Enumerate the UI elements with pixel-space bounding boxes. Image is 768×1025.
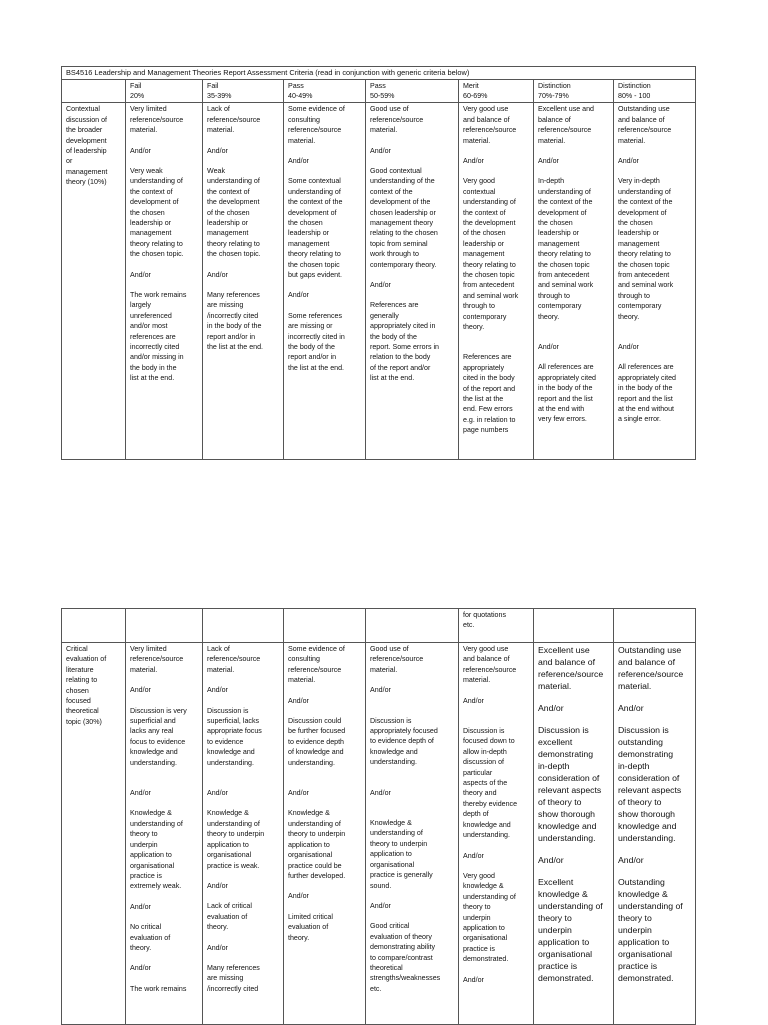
grade-header xyxy=(284,79,366,103)
criteria-text: References are appropriately cited in the body of the report and the list at the end. Few errors e.g. in relation to page numbers xyxy=(463,353,516,435)
criteria-text: Very weak understanding of the context of development of the chosen leadership or management theory relating to the chosen topic. xyxy=(130,166,184,259)
criteria-text: No critical evaluation of theory. xyxy=(130,923,171,952)
criteria-cell xyxy=(284,103,366,460)
criteria-text: Discussion is appropriately focused to evidence depth of knowledge and understanding. xyxy=(370,716,438,767)
criteria-text: And/or xyxy=(130,789,151,798)
grade-range: 50-59% xyxy=(370,91,395,100)
criteria-text: Many references are missing /incorrectly cited in the body of the report and/or in the list at the end. xyxy=(207,291,263,352)
criteria-text: And/or xyxy=(288,156,309,165)
grade-header xyxy=(614,79,696,103)
grade-range: 80% - 100 xyxy=(618,91,651,100)
criteria-text: Excellent knowledge & understanding of theory to underpin application to organisational practice is demonstrated. xyxy=(538,877,603,983)
criteria-text: The work remains xyxy=(130,984,187,993)
criteria-cell xyxy=(126,643,203,1025)
criteria-text: And/or xyxy=(538,703,564,713)
criteria-text: And/or xyxy=(207,686,228,695)
criteria-text: And/or xyxy=(207,146,228,155)
criteria-text: Outstanding knowledge & understanding of theory to underpin application to organisational practice is demonstrated. xyxy=(618,877,683,983)
criteria-text: All references are appropriately cited in the body of the report and the list at the end with very few errors. xyxy=(538,363,596,424)
criteria-text: Some references are missing or incorrectly cited in the body of the report and/or in the list at the end. xyxy=(288,311,345,372)
criteria-text: Knowledge & understanding of theory to underpin application to organisational practice is extremely weak. xyxy=(130,809,183,891)
criteria-text: Good critical evaluation of theory demonstrating ability to compare/contrast theoretical strengths/weaknesses etc. xyxy=(370,922,441,993)
assessment-criteria-table xyxy=(61,66,696,460)
criteria-text: And/or xyxy=(370,686,391,695)
criteria-cell xyxy=(203,103,284,460)
criteria-text: Some contextual understanding of the context of the development of the chosen leadership or management theory relating to the chosen topic but gaps evident. xyxy=(288,177,343,279)
criteria-text: And/or xyxy=(130,270,151,279)
criteria-text: Knowledge & understanding of theory to underpin application to organisational practice could be further developed. xyxy=(288,809,346,880)
criteria-text: Lack of reference/source material. xyxy=(207,645,261,674)
criteria-cell xyxy=(459,103,534,460)
grade-name: Merit xyxy=(463,81,479,90)
criteria-text: And/or xyxy=(370,901,391,910)
grade-range: 60-69% xyxy=(463,91,488,100)
criteria-cell xyxy=(459,643,534,1025)
table-title: BS4516 Leadership and Management Theories Report Assessment Criteria (read in conjunction with generic criteria below) xyxy=(62,67,696,80)
grade-name: Distinction xyxy=(538,81,571,90)
criteria-text: And/or xyxy=(288,291,309,300)
table-title-row xyxy=(62,67,696,80)
criteria-text: And/or xyxy=(618,703,644,713)
criterion-label: Contextual discussion of the broader development of leadership or management theory (10%) xyxy=(62,103,126,460)
criteria-text: In-depth understanding of the context of the development of the chosen leadership or management theory relating to the chosen topic from antecedent and seminal work through to contemporary theory. xyxy=(538,177,594,321)
grade-name: Pass xyxy=(370,81,386,90)
criteria-text: Very limited reference/source material. xyxy=(130,645,184,674)
criteria-text: And/or xyxy=(288,892,309,901)
grade-header xyxy=(366,79,459,103)
criteria-text: Discussion is excellent demonstrating in-depth consideration of relevant aspects of theory to show thorough knowledge and understanding. xyxy=(538,725,602,843)
criteria-text: And/or xyxy=(618,156,639,165)
criteria-text: Knowledge & understanding of theory to underpin application to organisational practice is generally sound. xyxy=(370,819,433,890)
criteria-text: And/or xyxy=(370,788,391,797)
criteria-text: Very limited reference/source material. xyxy=(130,105,184,135)
criteria-text: And/or xyxy=(370,281,391,289)
criteria-text: Good use of reference/source material. xyxy=(370,105,424,135)
criteria-text: And/or xyxy=(207,789,228,798)
criteria-cell xyxy=(534,643,614,1025)
criteria-text: Lack of critical evaluation of theory. xyxy=(207,902,252,932)
criteria-text: Limited critical evaluation of theory. xyxy=(288,912,333,942)
criteria-cell xyxy=(126,103,203,460)
grade-header-row xyxy=(62,79,696,103)
criteria-text: And/or xyxy=(463,156,484,165)
grade-name: Pass xyxy=(288,81,304,90)
grade-range: 35-39% xyxy=(207,91,232,100)
grade-range: 70%-79% xyxy=(538,91,569,100)
criteria-text: Very in-depth understanding of the context of the development of the chosen leadership or management theory relating to the chosen topic from antecedent and seminal work through to contemporary theory. xyxy=(618,177,674,321)
continuation-row xyxy=(62,609,696,643)
grade-header xyxy=(459,79,534,103)
criterion-row-critical-evaluation xyxy=(62,643,696,1025)
criteria-text: And/or xyxy=(207,270,228,279)
empty-cell xyxy=(203,609,284,643)
criteria-text: And/or xyxy=(130,964,151,973)
criteria-text: Discussion is superficial, lacks appropriate focus to evidence knowledge and understanding. xyxy=(207,706,262,767)
empty-cell xyxy=(614,609,696,643)
header-blank-cell xyxy=(62,79,126,103)
grade-header xyxy=(534,79,614,103)
criteria-text: Good contextual understanding of the context of the development of the chosen leadership or management theory relating to the chosen topic from seminal work through to contemporary theory. xyxy=(370,166,438,269)
criteria-text: And/or xyxy=(463,851,484,860)
criteria-text: And/or xyxy=(370,146,391,155)
grade-header xyxy=(203,79,284,103)
grade-header xyxy=(126,79,203,103)
criteria-text: Excellent use and balance of reference/source material. xyxy=(538,645,604,691)
criteria-text: Good use of reference/source material. xyxy=(370,645,424,674)
criteria-text: Outstanding use and balance of reference/source material. xyxy=(618,105,672,145)
criteria-text: Knowledge & understanding of theory to underpin application to organisational practice is weak. xyxy=(207,809,265,870)
grade-name: Fail xyxy=(130,81,142,90)
grade-range: 40-49% xyxy=(288,91,313,100)
criteria-text: And/or xyxy=(463,696,484,705)
criteria-text: And/or xyxy=(538,855,564,865)
criteria-text: References are generally appropriately cited in the body of the report. Some errors in relation to the body of the report and/or list at the end. xyxy=(370,301,439,383)
criteria-text: And/or xyxy=(288,789,309,798)
criteria-text: And/or xyxy=(207,881,228,890)
criteria-text: Very good use and balance of reference/source material. xyxy=(463,105,517,145)
criteria-cell xyxy=(614,643,696,1025)
criteria-text: Lack of reference/source material. xyxy=(207,105,261,135)
criteria-text: Discussion is outstanding demonstrating in-depth consideration of relevant aspects of theory to show thorough knowledge and understanding. xyxy=(618,725,682,843)
criteria-text: Weak understanding of the context of the development of the chosen leadership or management theory relating to the chosen topic. xyxy=(207,166,261,259)
continuation-text: for quotations etc. xyxy=(459,609,534,643)
criteria-cell xyxy=(284,643,366,1025)
grade-name: Distinction xyxy=(618,81,651,90)
empty-cell xyxy=(534,609,614,643)
criteria-text: And/or xyxy=(463,975,484,984)
criterion-label: Critical evaluation of literature relating to chosen focused theoretical topic (30%) xyxy=(62,643,126,1025)
empty-cell xyxy=(284,609,366,643)
criteria-text: And/or xyxy=(538,343,559,352)
criteria-text: And/or xyxy=(618,855,644,865)
criteria-text: Outstanding use and balance of reference/source material. xyxy=(618,645,684,691)
criteria-text: And/or xyxy=(618,343,639,352)
criteria-text: And/or xyxy=(130,902,151,911)
empty-cell xyxy=(366,609,459,643)
criteria-text: And/or xyxy=(130,686,151,695)
criteria-text: And/or xyxy=(288,696,309,705)
criteria-text: And/or xyxy=(130,146,151,155)
criteria-text: Very good knowledge & understanding of theory to underpin application to organisational practice is demonstrated. xyxy=(463,871,516,964)
empty-cell xyxy=(126,609,203,643)
criteria-text: Very good use and balance of reference/source material. xyxy=(463,645,517,685)
criteria-cell xyxy=(534,103,614,460)
criteria-text: Discussion is focused down to allow in-depth discussion of particular aspects of the theory and thereby evidence depth of knowledge and understanding. xyxy=(463,727,518,840)
criteria-text: Some evidence of consulting reference/source material. xyxy=(288,105,345,145)
criterion-row-contextual xyxy=(62,103,696,460)
criteria-cell xyxy=(366,103,459,460)
grade-name: Fail xyxy=(207,81,219,90)
empty-cell xyxy=(62,609,126,643)
criteria-text: And/or xyxy=(538,156,559,165)
criteria-cell xyxy=(366,643,459,1025)
criteria-text: The work remains largely unreferenced and/or most references are incorrectly cited and/or missing in the body in the list at the end. xyxy=(130,291,187,383)
criteria-text: All references are appropriately cited in the body of the report and the list at the end without a single error. xyxy=(618,363,676,424)
assessment-criteria-table-continued xyxy=(61,608,696,1025)
criteria-text: And/or xyxy=(207,943,228,952)
criteria-cell xyxy=(614,103,696,460)
criteria-text: Many references are missing /incorrectly cited xyxy=(207,963,260,993)
criteria-text: Discussion is very superficial and lacks any real focus to evidence knowledge and understanding. xyxy=(130,706,187,767)
grade-range: 20% xyxy=(130,91,145,100)
criteria-text: Very good contextual understanding of the context of the development of the chosen leadership or management theory relating to the chosen topic from antecedent and seminal work through to contemporary theory. xyxy=(463,177,519,332)
criteria-cell xyxy=(203,643,284,1025)
criteria-text: Some evidence of consulting reference/source material. xyxy=(288,645,345,685)
criteria-text: Excellent use and balance of reference/source material. xyxy=(538,105,594,145)
criteria-text: Discussion could be further focused to evidence depth of knowledge and understanding. xyxy=(288,717,346,767)
